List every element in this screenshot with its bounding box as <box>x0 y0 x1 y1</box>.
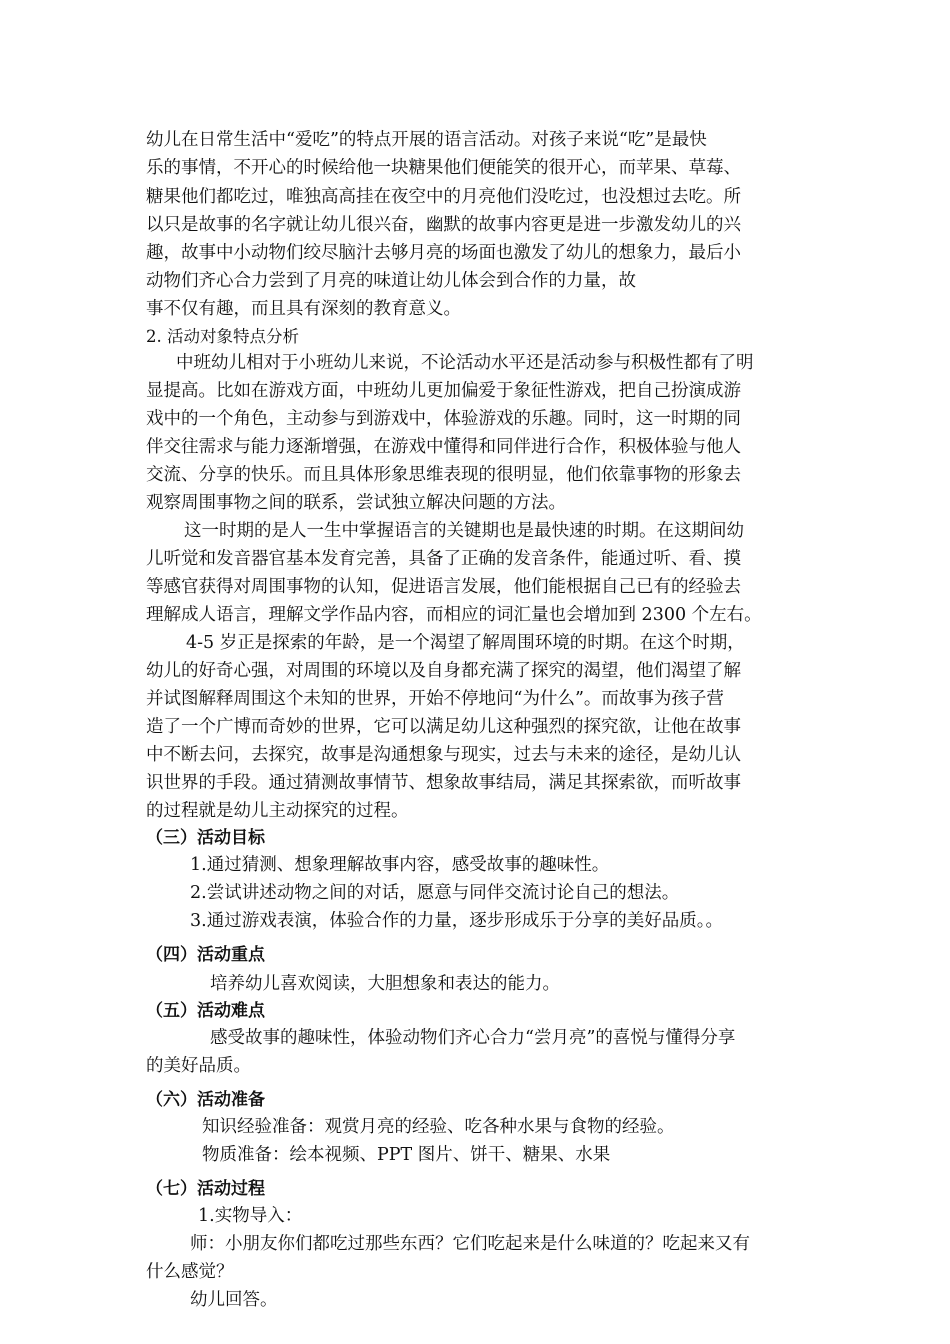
heading-difficulty: （五）活动难点 <box>146 1001 265 1021</box>
text-line: 中不断去问，去探究，故事是沟通想象与现实，过去与未来的途径，是幼儿认 <box>146 745 741 765</box>
list-item: 3.通过游戏表演，体验合作的力量，逐步形成乐于分享的美好品质。。 <box>190 911 723 931</box>
heading-key-point: （四）活动重点 <box>146 945 265 965</box>
text-line: 观察周围事物之间的联系，尝试独立解决问题的方法。 <box>146 493 566 513</box>
text-line: 师：小朋友你们都吃过那些东西？它们吃起来是什么味道的？吃起来又有 <box>190 1234 750 1254</box>
text-line: 识世界的手段。通过猜测故事情节、想象故事结局，满足其探索欲，而听故事 <box>146 773 741 793</box>
section-title-analysis: 2. 活动对象特点分析 <box>146 327 299 346</box>
text-line: 中班幼儿相对于小班幼儿来说，不论活动水平还是活动参与积极性都有了明 <box>176 353 754 373</box>
text-line: 交流、分享的快乐。而且具体形象思维表现的很明显，他们依靠事物的形象去 <box>146 465 741 485</box>
text-line: 这一时期的是人一生中掌握语言的关键期也是最快速的时期。在这期间幼 <box>184 521 744 541</box>
text-line: 的过程就是幼儿主动探究的过程。 <box>146 801 409 821</box>
heading-process: （七）活动过程 <box>146 1179 265 1199</box>
key-point-text: 培养幼儿喜欢阅读，大胆想象和表达的能力。 <box>210 974 560 994</box>
text-line: 戏中的一个角色，主动参与到游戏中，体验游戏的乐趣。同时，这一时期的同 <box>146 409 741 429</box>
material-preparation: 物质准备：绘本视频、PPT 图片、饼干、糖果、水果 <box>202 1145 611 1165</box>
list-item: 1.通过猜测、想象理解故事内容，感受故事的趣味性。 <box>190 855 610 875</box>
text-line: 理解成人语言，理解文学作品内容，而相应的词汇量也会增加到 2300 个左右。 <box>146 605 762 625</box>
process-step-1: 1.实物导入： <box>198 1206 303 1226</box>
text-line: 动物们齐心合力尝到了月亮的味道让幼儿体会到合作的力量，故 <box>146 271 636 291</box>
text-line: 趣，故事中小动物们绞尽脑汁去够月亮的场面也激发了幼儿的想象力，最后小 <box>146 243 741 263</box>
text-line: 并试图解释周围这个未知的世界，开始不停地问“为什么”。而故事为孩子营 <box>146 689 724 709</box>
text-line: 以只是故事的名字就让幼儿很兴奋，幽默的故事内容更是进一步激发幼儿的兴 <box>146 215 741 235</box>
text-line: 乐的事情，不开心的时候给他一块糖果他们便能笑的很开心，而苹果、草莓、 <box>146 158 741 178</box>
text-line: 显提高。比如在游戏方面，中班幼儿更加偏爱于象征性游戏，把自己扮演成游 <box>146 381 741 401</box>
heading-preparation: （六）活动准备 <box>146 1090 265 1110</box>
text-line: 糖果他们都吃过，唯独高高挂在夜空中的月亮他们没吃过，也没想过去吃。所 <box>146 187 741 207</box>
text-line: 的美好品质。 <box>146 1056 251 1076</box>
text-line: 事不仅有趣，而且具有深刻的教育意义。 <box>146 299 461 319</box>
text-line: 4-5 岁正是探索的年龄，是一个渴望了解周围环境的时期。在这个时期， <box>186 633 745 653</box>
text-line: 幼儿在日常生活中“爱吃”的特点开展的语言活动。对孩子来说“吃”是最快 <box>146 130 707 150</box>
text-line: 幼儿的好奇心强，对周围的环境以及自身都充满了探究的渴望，他们渴望了解 <box>146 661 741 681</box>
child-answer: 幼儿回答。 <box>190 1290 278 1310</box>
knowledge-preparation: 知识经验准备：观赏月亮的经验、吃各种水果与食物的经验。 <box>202 1117 675 1137</box>
list-item: 2.尝试讲述动物之间的对话，愿意与同伴交流讨论自己的想法。 <box>190 883 680 903</box>
text-line: 伴交往需求与能力逐渐增强，在游戏中懂得和同伴进行合作，积极体验与他人 <box>146 437 741 457</box>
heading-goals: （三）活动目标 <box>146 828 265 848</box>
text-line: 儿听觉和发音器官基本发育完善，具备了正确的发音条件，能通过听、看、摸 <box>146 549 741 569</box>
text-line: 等感官获得对周围事物的认知，促进语言发展，他们能根据自己已有的经验去 <box>146 577 741 597</box>
text-line: 什么感觉？ <box>146 1262 234 1282</box>
text-line: 感受故事的趣味性，体验动物们齐心合力“尝月亮”的喜悦与懂得分享 <box>210 1028 736 1048</box>
text-line: 造了一个广博而奇妙的世界，它可以满足幼儿这种强烈的探究欲，让他在故事 <box>146 717 741 737</box>
